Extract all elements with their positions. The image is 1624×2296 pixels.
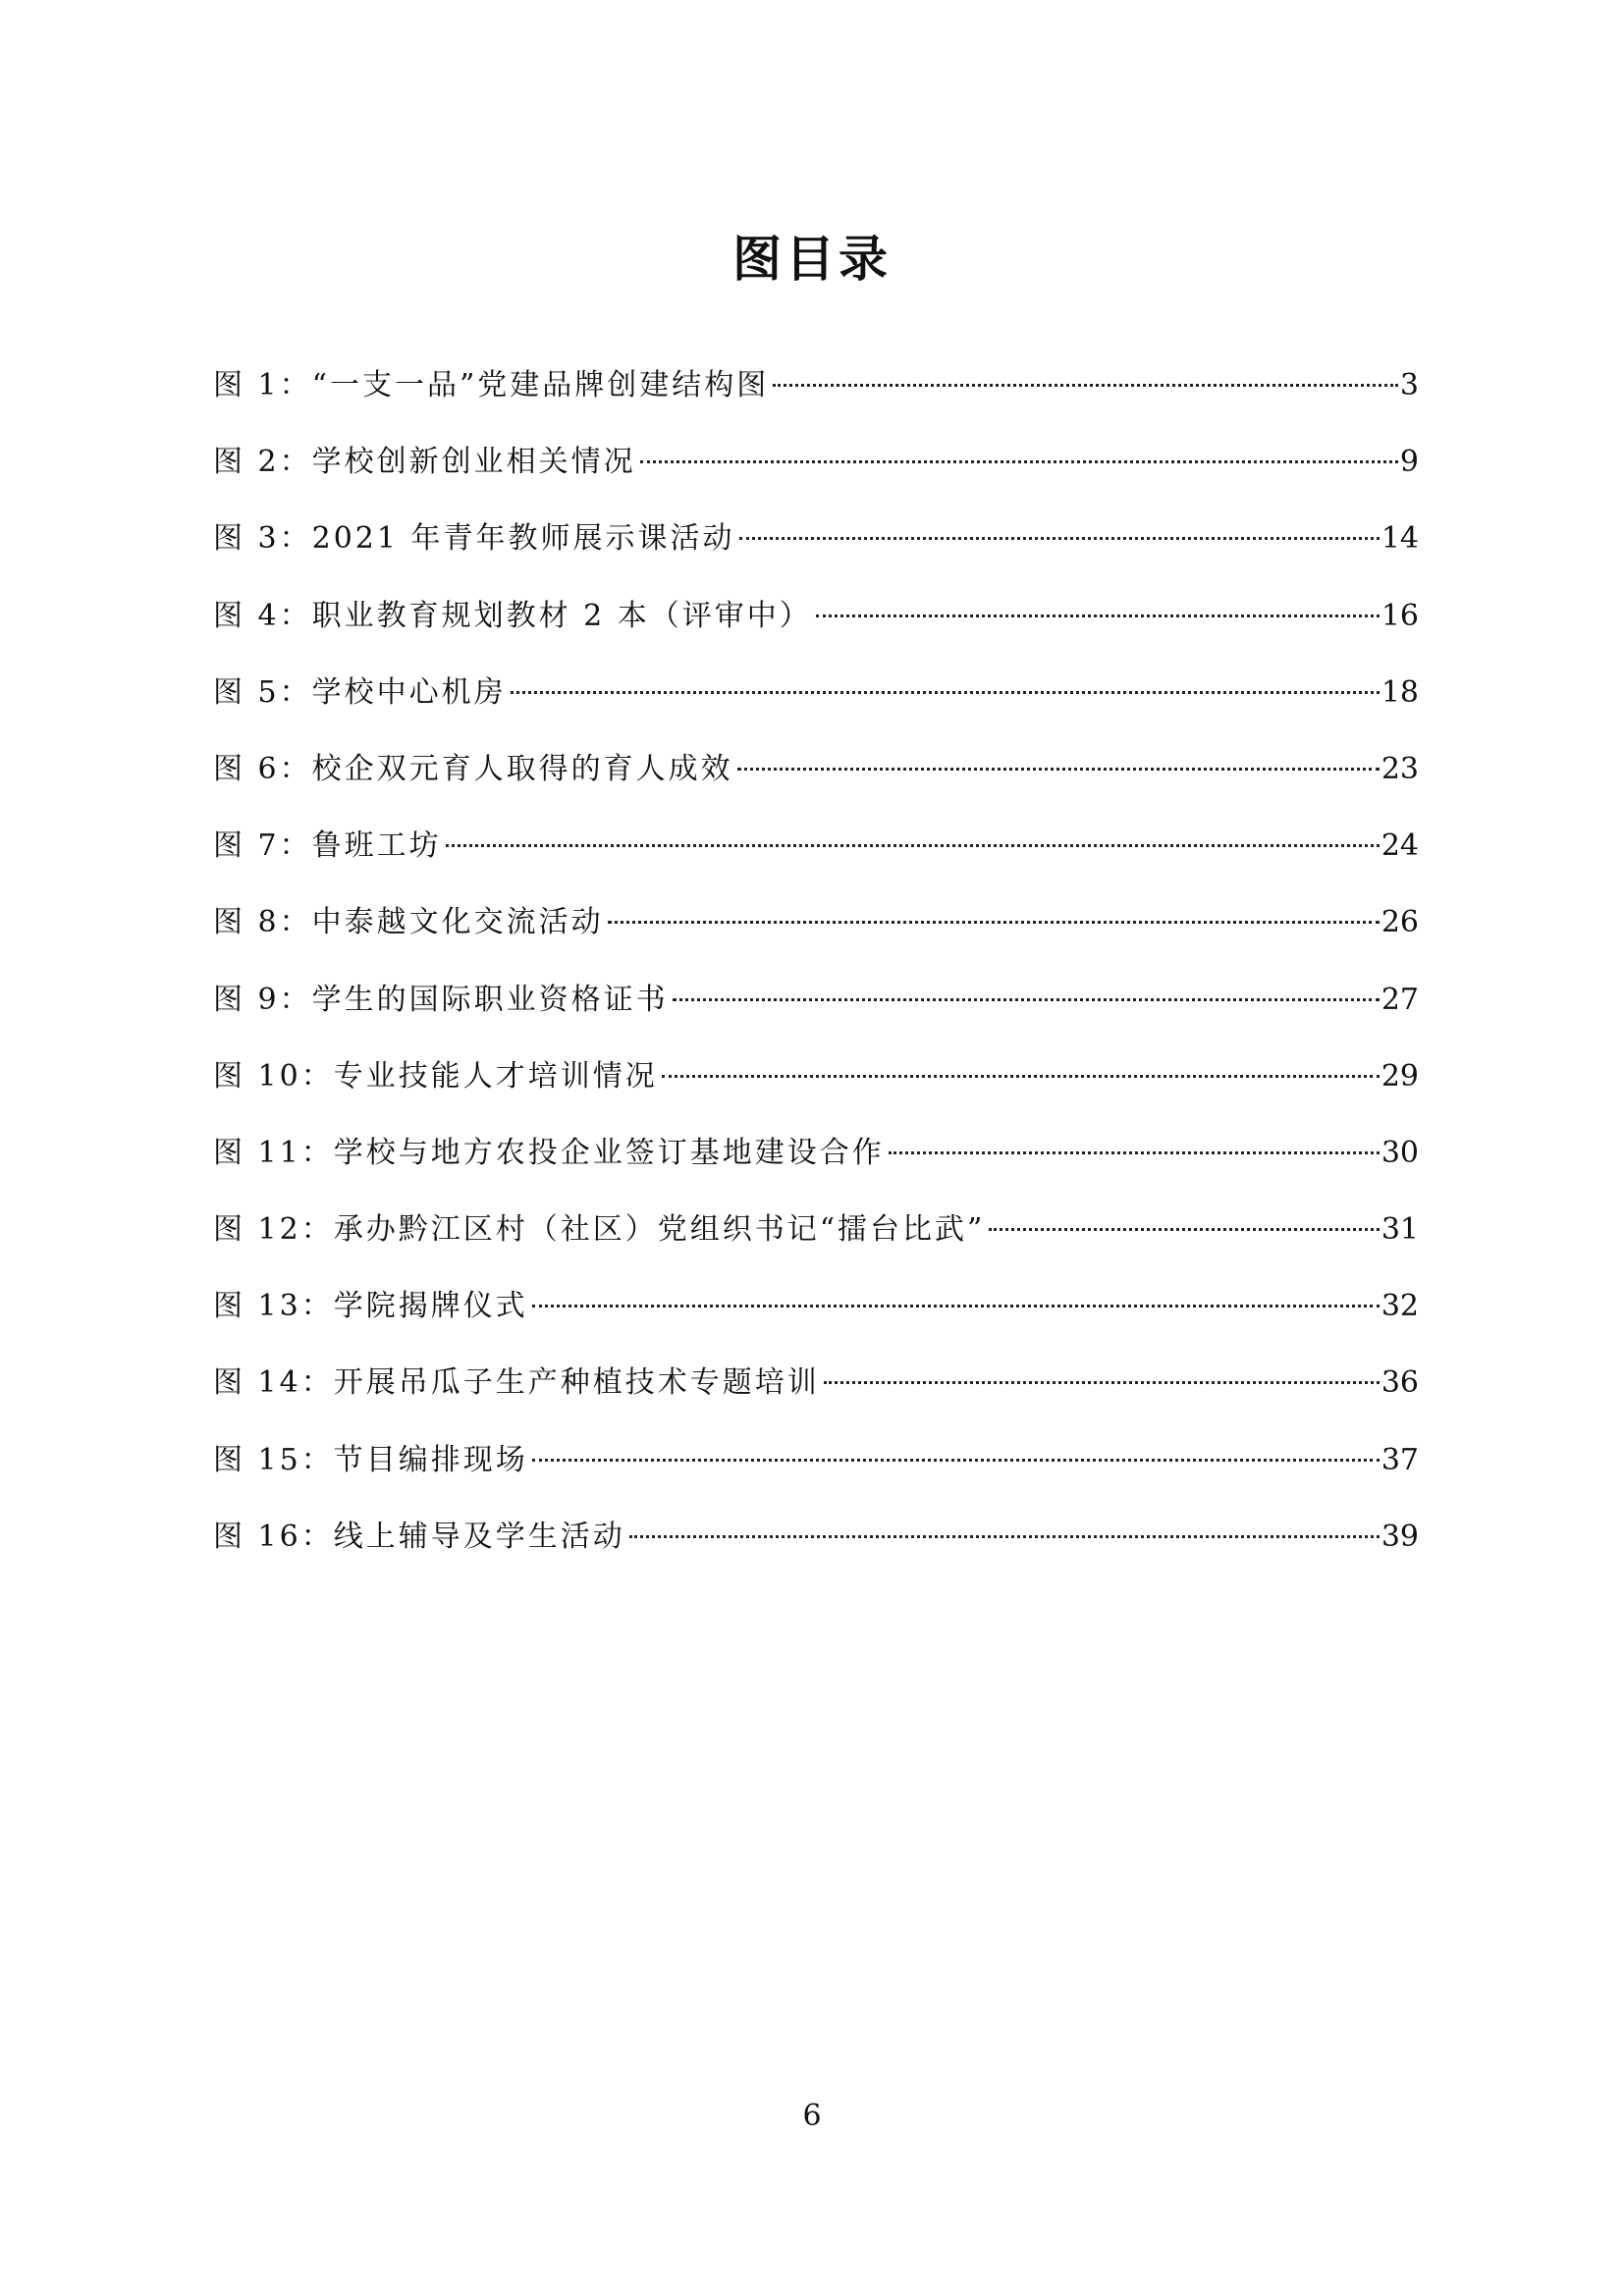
toc-entry-page: 31 xyxy=(1380,1212,1419,1248)
toc-entry[interactable] xyxy=(213,587,1419,664)
figure-list xyxy=(213,356,1419,1584)
toc-entry-page: 37 xyxy=(1380,1442,1419,1477)
dot-leader xyxy=(773,384,1398,387)
dot-leader xyxy=(662,1075,1380,1078)
toc-entry-page: 32 xyxy=(1380,1289,1419,1324)
toc-entry[interactable] xyxy=(213,433,1419,509)
toc-entry-label: 图 5：学校中心机房 xyxy=(213,674,507,710)
toc-entry-label: 图 3：2021 年青年教师展示课活动 xyxy=(213,521,735,557)
toc-entry-page: 24 xyxy=(1380,828,1419,864)
toc-entry[interactable] xyxy=(213,971,1419,1047)
toc-entry-label: 图 1：“一支一品”党建品牌创建结构图 xyxy=(213,368,770,402)
toc-entry[interactable] xyxy=(213,1277,1419,1354)
dot-leader xyxy=(608,921,1380,924)
toc-entry-label: 图 14：开展吊瓜子生产种植技术专题培训 xyxy=(213,1365,820,1401)
toc-entry[interactable] xyxy=(213,356,1419,433)
toc-entry-page: 16 xyxy=(1380,598,1419,633)
toc-entry-page: 39 xyxy=(1380,1519,1419,1554)
toc-entry-page: 9 xyxy=(1399,445,1419,480)
toc-entry-page: 30 xyxy=(1380,1135,1419,1170)
toc-entry[interactable] xyxy=(213,893,1419,970)
toc-entry-page: 18 xyxy=(1380,674,1419,710)
toc-entry-page: 3 xyxy=(1399,368,1419,402)
toc-entry-label: 图 10：专业技能人才培训情况 xyxy=(213,1058,658,1094)
page-number: 6 xyxy=(802,2099,822,2133)
dot-leader xyxy=(816,614,1380,617)
toc-entry-label: 图 13：学院揭牌仪式 xyxy=(213,1289,528,1324)
toc-entry[interactable] xyxy=(213,1508,1419,1584)
dot-leader xyxy=(446,844,1380,847)
toc-entry-label: 图 7：鲁班工坊 xyxy=(213,828,442,864)
toc-entry[interactable] xyxy=(213,509,1419,586)
dot-leader xyxy=(511,691,1380,694)
dot-leader xyxy=(889,1151,1380,1154)
toc-entry[interactable] xyxy=(213,1047,1419,1124)
dot-leader xyxy=(629,1535,1380,1538)
dot-leader xyxy=(640,460,1398,463)
dot-leader xyxy=(739,537,1380,540)
toc-entry[interactable] xyxy=(213,740,1419,817)
toc-entry-label: 图 6：校企双元育人取得的育人成效 xyxy=(213,751,733,786)
toc-entry-page: 23 xyxy=(1380,751,1419,786)
toc-entry-label: 图 4：职业教育规划教材 2 本（评审中） xyxy=(213,598,812,633)
toc-entry-page: 27 xyxy=(1380,982,1419,1017)
toc-entry-label: 图 9：学生的国际职业资格证书 xyxy=(213,982,669,1017)
dot-leader xyxy=(532,1459,1380,1462)
toc-entry[interactable] xyxy=(213,664,1419,740)
page-title: 图目录 xyxy=(732,230,892,288)
dot-leader xyxy=(673,998,1380,1001)
toc-entry[interactable] xyxy=(213,1124,1419,1201)
toc-entry[interactable] xyxy=(213,1431,1419,1508)
dot-leader xyxy=(532,1305,1380,1308)
dot-leader xyxy=(989,1228,1379,1231)
toc-entry-label: 图 8：中泰越文化交流活动 xyxy=(213,905,604,940)
toc-entry-label: 图 16：线上辅导及学生活动 xyxy=(213,1519,625,1554)
dot-leader xyxy=(824,1381,1380,1384)
toc-entry-label: 图 12：承办黔江区村（社区）党组织书记“擂台比武” xyxy=(213,1212,986,1248)
toc-entry-page: 26 xyxy=(1380,905,1419,940)
toc-entry-label: 图 2：学校创新创业相关情况 xyxy=(213,445,636,480)
toc-entry[interactable] xyxy=(213,1354,1419,1430)
toc-entry-label: 图 15：节目编排现场 xyxy=(213,1442,528,1477)
toc-entry[interactable] xyxy=(213,817,1419,893)
toc-entry[interactable] xyxy=(213,1201,1419,1277)
dot-leader xyxy=(737,768,1380,771)
toc-entry-page: 14 xyxy=(1380,521,1419,557)
toc-entry-page: 29 xyxy=(1380,1058,1419,1094)
toc-entry-page: 36 xyxy=(1380,1365,1419,1401)
toc-entry-label: 图 11：学校与地方农投企业签订基地建设合作 xyxy=(213,1135,885,1170)
